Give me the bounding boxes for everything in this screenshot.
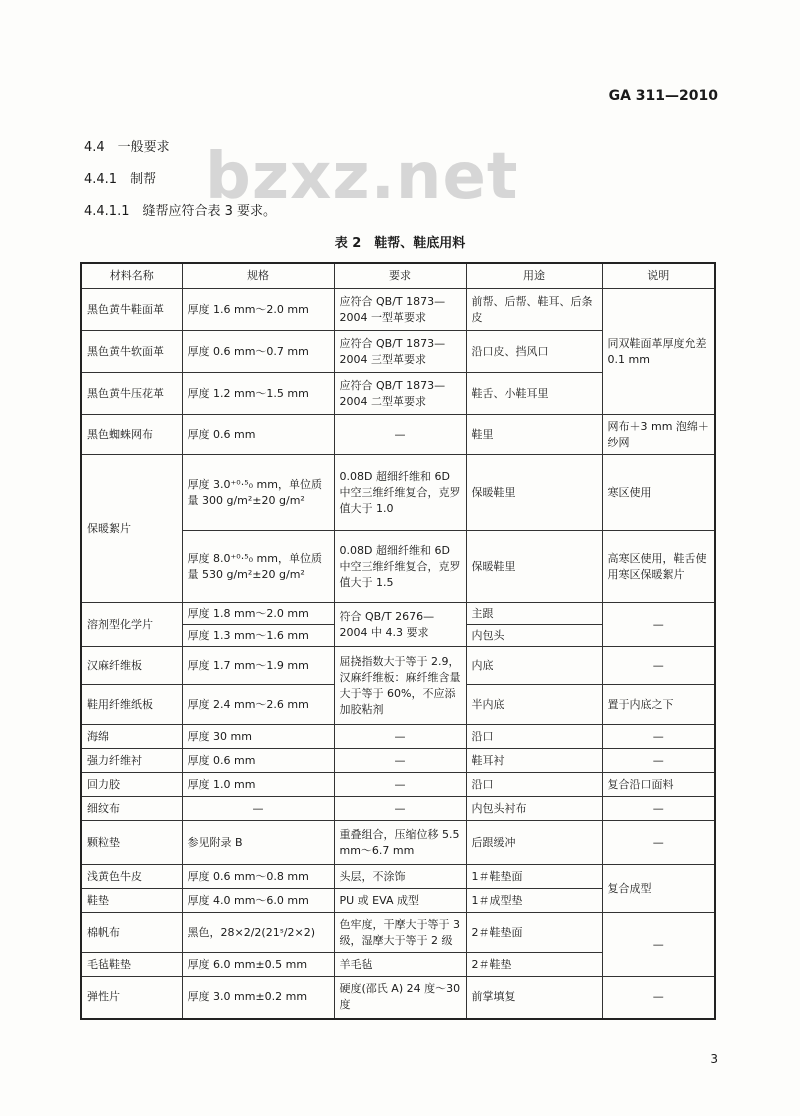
table-row <box>81 725 715 749</box>
cell: 参见附录 B <box>182 821 334 865</box>
header-cell: 材料名称 <box>81 263 182 289</box>
table-row <box>81 913 715 953</box>
cell: PU 或 EVA 成型 <box>334 889 466 913</box>
table-row <box>81 455 715 531</box>
cell: 毛毡鞋垫 <box>81 953 182 977</box>
cell: 屈挠指数大于等于 2.9，汉麻纤维板：麻纤维含量大于等于 60%，不应添加胶粘剂 <box>334 647 466 725</box>
cell: 符合 QB/T 2676—2004 中 4.3 要求 <box>334 603 466 647</box>
cell: 主跟 <box>466 603 602 625</box>
cell: 厚度 30 mm <box>182 725 334 749</box>
cell: 寒区使用 <box>602 455 715 531</box>
cell: — <box>602 603 715 647</box>
cell: — <box>334 749 466 773</box>
cell: 黑色蜘蛛网布 <box>81 415 182 455</box>
cell: 厚度 6.0 mm±0.5 mm <box>182 953 334 977</box>
table-row <box>81 415 715 455</box>
cell: — <box>602 913 715 977</box>
section-4-4-1: 4.4.1 制帮 <box>84 172 157 187</box>
cell: 网布＋3 mm 泡绵＋纱网 <box>602 415 715 455</box>
table-row <box>81 749 715 773</box>
materials-table <box>80 262 716 1020</box>
cell: 应符合 QB/T 1873—2004 一型革要求 <box>334 289 466 331</box>
cell: 厚度 8.0⁺⁰·⁵₀ mm，单位质量 530 g/m²±20 g/m² <box>182 531 334 603</box>
cell: 厚度 1.8 mm～2.0 mm <box>182 603 334 625</box>
header-cell: 要求 <box>334 263 466 289</box>
header-cell: 规格 <box>182 263 334 289</box>
cell: 海绵 <box>81 725 182 749</box>
cell: 后跟缓冲 <box>466 821 602 865</box>
header-cell: 说明 <box>602 263 715 289</box>
cell: 同双鞋面革厚度允差 0.1 mm <box>602 289 715 415</box>
cell: 色牢度，干摩大于等于 3 级，湿摩大于等于 2 级 <box>334 913 466 953</box>
cell: 保暖鞋里 <box>466 531 602 603</box>
cell: 厚度 1.2 mm～1.5 mm <box>182 373 334 415</box>
cell: 细纹布 <box>81 797 182 821</box>
cell: 1＃成型垫 <box>466 889 602 913</box>
cell: 溶剂型化学片 <box>81 603 182 647</box>
watermark: bzxz.net <box>205 140 519 214</box>
cell: 高寒区使用，鞋舌使用寒区保暖絮片 <box>602 531 715 603</box>
cell: 厚度 1.0 mm <box>182 773 334 797</box>
cell: 内底 <box>466 647 602 685</box>
cell: — <box>602 725 715 749</box>
cell: 厚度 1.7 mm～1.9 mm <box>182 647 334 685</box>
table-row <box>81 797 715 821</box>
cell: 2＃鞋垫面 <box>466 913 602 953</box>
cell: 汉麻纤维板 <box>81 647 182 685</box>
cell: 沿口 <box>466 725 602 749</box>
cell: 保暖絮片 <box>81 455 182 603</box>
table-row <box>81 821 715 865</box>
cell: 厚度 2.4 mm～2.6 mm <box>182 685 334 725</box>
cell: 0.08D 超细纤维和 6D 中空三维纤维复合，克罗值大于 1.0 <box>334 455 466 531</box>
cell: 厚度 1.6 mm～2.0 mm <box>182 289 334 331</box>
cell: 鞋垫 <box>81 889 182 913</box>
cell: 置于内底之下 <box>602 685 715 725</box>
cell: 1＃鞋垫面 <box>466 865 602 889</box>
cell: — <box>602 647 715 685</box>
cell: 保暖鞋里 <box>466 455 602 531</box>
cell: 沿口 <box>466 773 602 797</box>
cell: — <box>602 797 715 821</box>
cell: 厚度 4.0 mm～6.0 mm <box>182 889 334 913</box>
cell: 鞋里 <box>466 415 602 455</box>
cell: 0.08D 超细纤维和 6D 中空三维纤维复合，克罗值大于 1.5 <box>334 531 466 603</box>
cell: 半内底 <box>466 685 602 725</box>
cell: 头层，不涂饰 <box>334 865 466 889</box>
cell: 厚度 3.0⁺⁰·⁵₀ mm，单位质量 300 g/m²±20 g/m² <box>182 455 334 531</box>
cell: 内包头 <box>466 625 602 647</box>
cell: 内包头衬布 <box>466 797 602 821</box>
table-row <box>81 865 715 889</box>
header-cell: 用途 <box>466 263 602 289</box>
section-4-4: 4.4 一般要求 <box>84 140 170 155</box>
cell: — <box>602 821 715 865</box>
table-row <box>81 603 715 625</box>
cell: — <box>334 797 466 821</box>
cell: 厚度 1.3 mm～1.6 mm <box>182 625 334 647</box>
cell: 前帮、后帮、鞋耳、后条皮 <box>466 289 602 331</box>
cell: — <box>334 773 466 797</box>
cell: — <box>602 749 715 773</box>
cell: 前掌填复 <box>466 977 602 1019</box>
cell: — <box>602 977 715 1019</box>
cell: 羊毛毡 <box>334 953 466 977</box>
cell: 黑色黄牛压花革 <box>81 373 182 415</box>
cell: 重叠组合，压缩位移 5.5 mm～6.7 mm <box>334 821 466 865</box>
section-4-4-1-1: 4.4.1.1 缝帮应符合表 3 要求。 <box>84 204 277 219</box>
cell: 厚度 0.6 mm～0.8 mm <box>182 865 334 889</box>
cell: 应符合 QB/T 1873—2004 三型革要求 <box>334 331 466 373</box>
cell: 复合成型 <box>602 865 715 913</box>
cell: 黑色黄牛软面革 <box>81 331 182 373</box>
cell: 沿口皮、挡风口 <box>466 331 602 373</box>
standard-number: GA 311—2010 <box>608 88 718 104</box>
table-row <box>81 647 715 685</box>
table-caption: 表 2 鞋帮、鞋底用料 <box>334 236 466 251</box>
cell: — <box>334 415 466 455</box>
cell: 鞋耳衬 <box>466 749 602 773</box>
cell: — <box>182 797 334 821</box>
cell: 厚度 0.6 mm～0.7 mm <box>182 331 334 373</box>
table-header-row <box>81 263 715 289</box>
cell: 厚度 0.6 mm <box>182 415 334 455</box>
cell: 黑色，28×2/2(21ˢ/2×2) <box>182 913 334 953</box>
cell: 回力胶 <box>81 773 182 797</box>
cell: 厚度 0.6 mm <box>182 749 334 773</box>
cell: 棉帆布 <box>81 913 182 953</box>
cell: 应符合 QB/T 1873—2004 二型革要求 <box>334 373 466 415</box>
table-row <box>81 773 715 797</box>
cell: — <box>334 725 466 749</box>
cell: 浅黄色牛皮 <box>81 865 182 889</box>
cell: 鞋用纤维纸板 <box>81 685 182 725</box>
cell: 强力纤维衬 <box>81 749 182 773</box>
cell: 鞋舌、小鞋耳里 <box>466 373 602 415</box>
cell: 2＃鞋垫 <box>466 953 602 977</box>
table-row <box>81 977 715 1019</box>
cell: 复合沿口面料 <box>602 773 715 797</box>
cell: 厚度 3.0 mm±0.2 mm <box>182 977 334 1019</box>
table-row <box>81 289 715 331</box>
cell: 黑色黄牛鞋面革 <box>81 289 182 331</box>
cell: 硬度(邵氏 A) 24 度～30 度 <box>334 977 466 1019</box>
page-number: 3 <box>710 1052 718 1066</box>
cell: 颗粒垫 <box>81 821 182 865</box>
cell: 弹性片 <box>81 977 182 1019</box>
